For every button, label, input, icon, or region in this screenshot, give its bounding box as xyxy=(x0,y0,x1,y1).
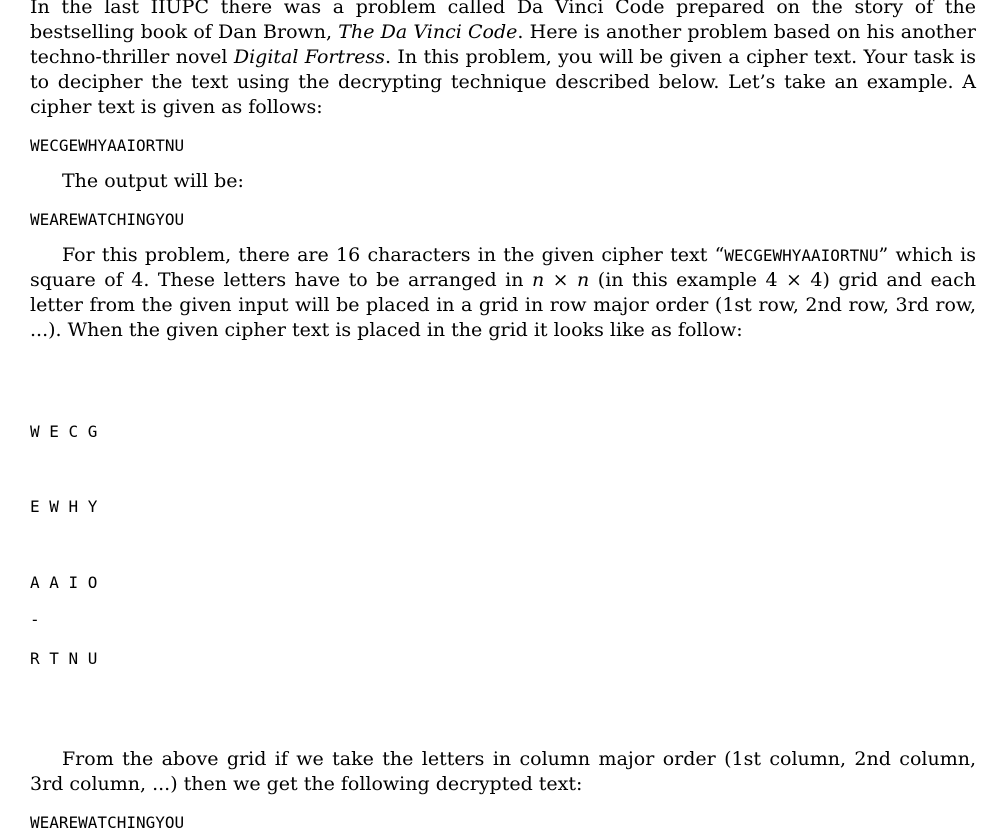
cut-off-text: - xyxy=(30,610,40,629)
intro-text-1: In the last IIUPC there was a problem called Da Vinci Code prepared on the story of the bestselling book of Dan Brown, xyxy=(30,0,976,43)
math-4-by-4: 4 × 4 xyxy=(765,269,823,291)
explanation-text-1: For this problem, there are 16 characters in the given cipher text “ xyxy=(62,244,725,266)
cipher-example: WECGEWHYAAIORTNU xyxy=(30,136,185,155)
decrypted-text: WEAREWATCHINGYOU xyxy=(30,813,185,833)
column-order-paragraph: From the above grid if we take the letters in column major order (1st column, 2nd column, 3rd column, ...) then we get the following decrypted text: xyxy=(30,748,976,796)
explanation-text-3: (in this example xyxy=(589,269,766,291)
intro-text-2: . Here is another problem based on his another techno-thriller novel xyxy=(30,21,976,68)
explanation-text-2: ” which is square of 4. These letters have to be arranged in xyxy=(30,244,977,291)
intro-text-3: . In this problem, you will be given a cipher text. Your task is to decipher the text using the decrypting technique described below. Let’s take an example. A cipher text is given as follows: xyxy=(30,46,976,118)
output-intro: The output will be: xyxy=(62,170,244,192)
cipher-inline: WECGEWHYAAIORTNU xyxy=(724,246,879,265)
output-example: WEAREWATCHINGYOU xyxy=(30,210,185,229)
book-title-digital-fortress: Digital Fortress xyxy=(233,46,385,68)
explanation-paragraph xyxy=(30,243,976,343)
problem-statement xyxy=(30,0,976,835)
explanation-text-4: ) grid and each letter from the given input will be placed in a grid in row major order (1st row, 2nd row, 3rd row, ...). When the given cipher text is placed in the grid it looks like as follow: xyxy=(30,269,977,341)
book-title-da-vinci-code: The Da Vinci Code xyxy=(338,21,518,43)
letter-grid xyxy=(30,368,976,722)
grid-row: W E C G xyxy=(30,421,98,441)
intro-paragraph xyxy=(30,0,976,120)
math-n-by-n: n × n xyxy=(531,269,590,291)
grid-row: E W H Y xyxy=(30,497,98,517)
grid-row: R T N U xyxy=(30,649,98,669)
grid-row: A A I O xyxy=(30,573,98,593)
